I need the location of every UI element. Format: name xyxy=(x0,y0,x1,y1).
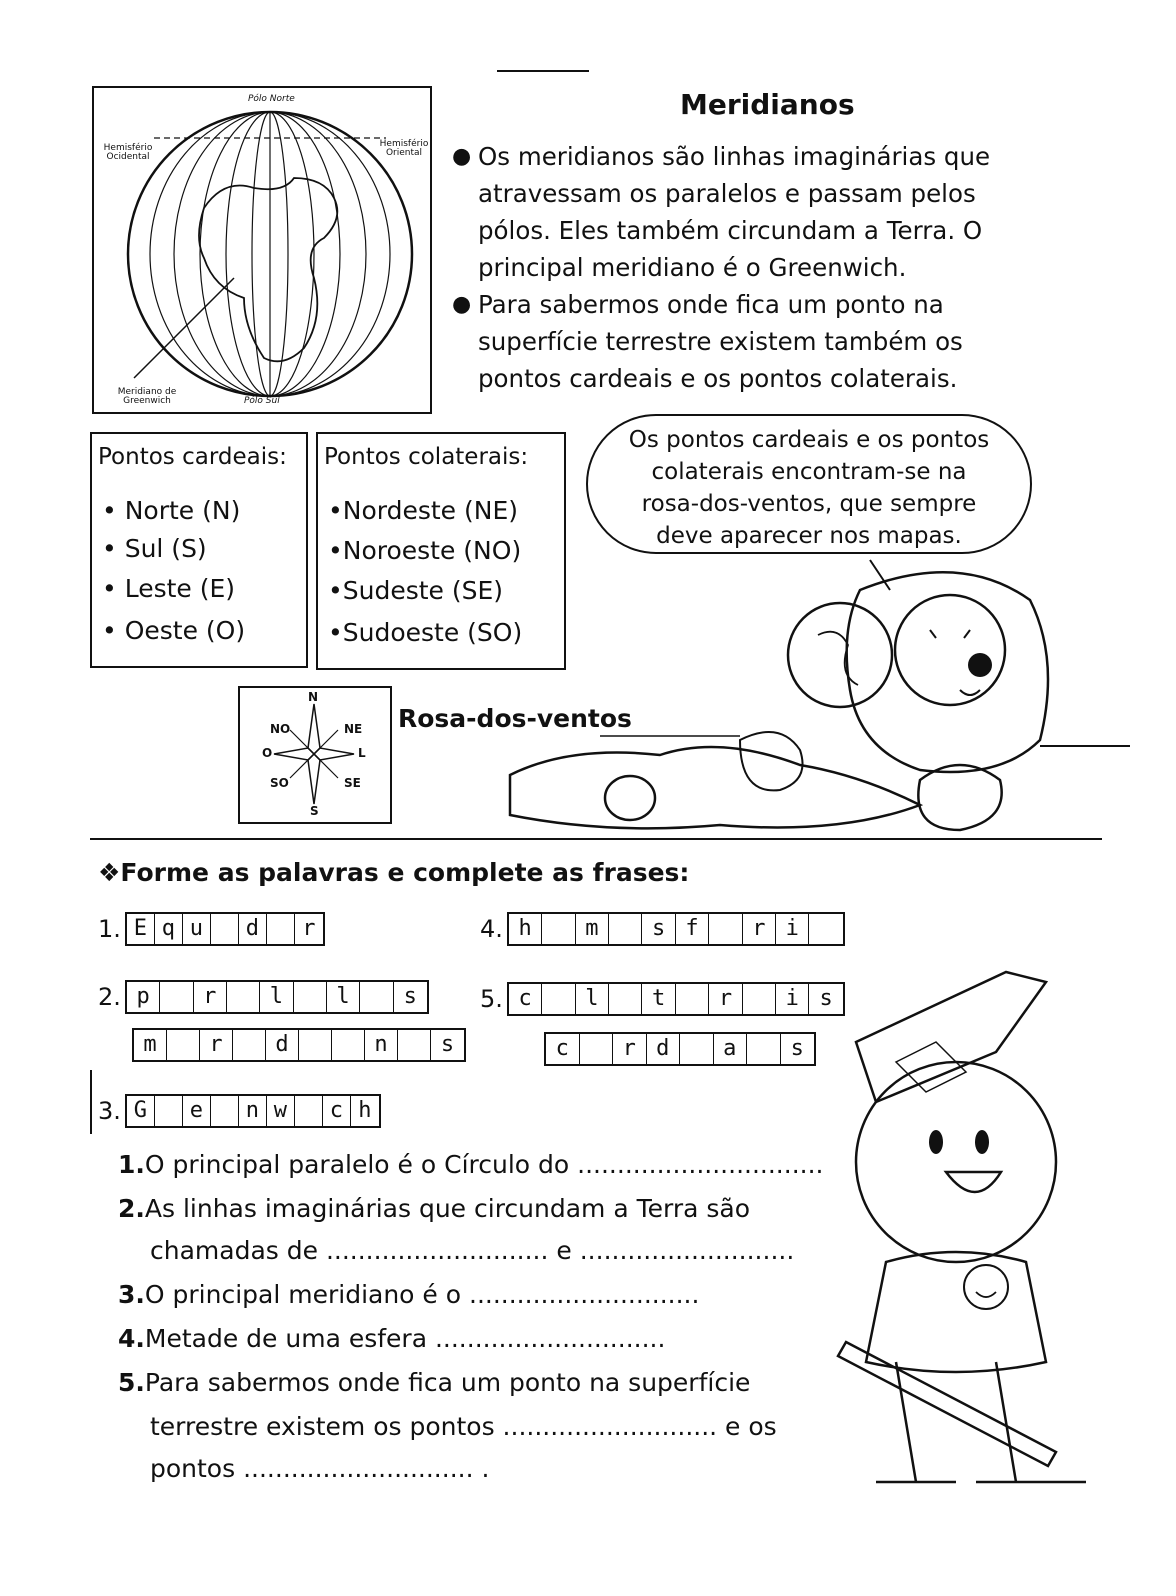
cardeais-item: • Oeste (O) xyxy=(102,616,246,645)
letter-cell[interactable]: E xyxy=(127,914,155,944)
letter-cell[interactable]: p xyxy=(127,982,160,1012)
letter-cell[interactable]: r xyxy=(613,1034,647,1064)
puzzle-number: 2. xyxy=(98,983,121,1011)
p1-line-3: pólos. Eles também circundam a Terra. O xyxy=(478,216,983,245)
p1-line-2: atravessam os paralelos e passam pelos xyxy=(478,179,976,208)
pole-north-label: Pólo Norte xyxy=(248,94,295,104)
puzzle-number: 4. xyxy=(480,915,503,943)
hem-west-label: Hemisfério Ocidental xyxy=(103,143,153,162)
cardeais-title: Pontos cardeais: xyxy=(98,444,287,470)
letter-cell[interactable]: f xyxy=(676,914,709,944)
letter-cell[interactable]: h xyxy=(509,914,542,944)
bubble-line: deve aparecer nos mapas. xyxy=(656,523,962,549)
question-5: 5.Para sabermos onde fica um ponto na superfície xyxy=(118,1368,751,1397)
p1-line-1: Os meridianos são linhas imaginárias que xyxy=(478,142,991,171)
question-4: 4.Metade de uma esfera ............................. xyxy=(118,1324,666,1353)
greenwich-label: Meridiano de Greenwich xyxy=(117,387,177,406)
letter-cell[interactable]: l xyxy=(576,984,609,1014)
compass-no: NO xyxy=(270,722,291,736)
letter-cell[interactable]: r xyxy=(743,914,776,944)
compass-so: SO xyxy=(270,776,289,790)
letter-cell[interactable] xyxy=(542,914,575,944)
letter-cell[interactable]: s xyxy=(440,1032,455,1057)
letter-cell[interactable] xyxy=(332,1030,365,1060)
bubble-line: Os pontos cardeais e os pontos xyxy=(628,427,990,453)
question-2: 2.As linhas imaginárias que circundam a Terra são xyxy=(118,1194,751,1223)
letter-cell[interactable] xyxy=(211,1096,239,1126)
letter-cell[interactable]: u xyxy=(183,914,211,944)
bubble-line: colaterais encontram-se na xyxy=(651,459,967,485)
margin-line xyxy=(90,1070,92,1134)
letter-cell[interactable] xyxy=(609,914,642,944)
letter-cell[interactable]: l xyxy=(260,982,293,1012)
cardeais-item: • Norte (N) xyxy=(102,496,241,525)
letter-cell[interactable]: r xyxy=(302,916,316,941)
bullet-icon: ● xyxy=(452,292,472,317)
diamond-bullet-icon: ❖ xyxy=(98,858,121,887)
letter-cell[interactable] xyxy=(680,1034,714,1064)
letter-cell[interactable]: i xyxy=(776,984,809,1014)
letter-cell[interactable]: c xyxy=(546,1034,580,1064)
question-2-cont: chamadas de ............................ e ........................... xyxy=(150,1236,795,1265)
word-puzzle-4 xyxy=(480,912,845,946)
cardeais-item: • Leste (E) xyxy=(102,574,236,603)
pole-south-label: Pólo Sul xyxy=(244,396,280,406)
p1-line-4: principal meridiano é o Greenwich. xyxy=(478,253,907,282)
letter-cell[interactable]: d xyxy=(647,1034,681,1064)
girl-illustration xyxy=(500,540,1140,840)
letter-cell[interactable]: s xyxy=(819,986,833,1011)
letter-cell[interactable] xyxy=(580,1034,614,1064)
letter-cell[interactable] xyxy=(398,1030,431,1060)
letter-cell[interactable]: c xyxy=(509,984,542,1014)
letter-cell[interactable] xyxy=(167,1030,200,1060)
p2-line-3: pontos cardeais e os pontos colaterais. xyxy=(478,364,958,393)
letter-cell[interactable]: s xyxy=(790,1036,804,1061)
word-puzzle-1 xyxy=(98,912,325,946)
letter-cell[interactable] xyxy=(299,1030,332,1060)
letter-cell[interactable] xyxy=(542,984,575,1014)
exercise-instruction xyxy=(98,858,689,887)
letter-cell[interactable]: e xyxy=(183,1096,211,1126)
puzzle-number: 3. xyxy=(98,1097,121,1125)
p2-line-1: Para sabermos onde fica um ponto na xyxy=(478,290,944,319)
letter-cells[interactable] xyxy=(507,982,845,1016)
letter-cell[interactable] xyxy=(227,982,260,1012)
letter-cell[interactable]: n xyxy=(365,1030,398,1060)
letter-cell[interactable] xyxy=(809,914,842,944)
letter-cell[interactable]: l xyxy=(327,982,360,1012)
compass-se: SE xyxy=(344,776,361,790)
speech-bubble xyxy=(586,414,1032,554)
compass-n: N xyxy=(308,690,319,704)
letter-cell[interactable]: s xyxy=(403,984,417,1009)
compass-box xyxy=(238,686,392,824)
letter-cell[interactable] xyxy=(267,914,295,944)
bullet-icon: ● xyxy=(452,144,472,169)
page-title: Meridianos xyxy=(680,88,855,121)
instruction-text: Forme as palavras e complete as frases: xyxy=(120,858,690,887)
letter-cell[interactable]: r xyxy=(194,982,227,1012)
word-puzzle-5b xyxy=(544,1032,816,1066)
letter-cell[interactable]: m xyxy=(134,1030,167,1060)
question-3: 3.O principal meridiano é o ............................. xyxy=(118,1280,700,1309)
colaterais-title: Pontos colaterais: xyxy=(324,444,529,470)
letter-cell[interactable]: m xyxy=(576,914,609,944)
letter-cells[interactable] xyxy=(132,1028,466,1062)
letter-cell[interactable] xyxy=(747,1034,781,1064)
rosa-dos-ventos-label: Rosa-dos-ventos xyxy=(398,704,632,733)
letter-cell[interactable] xyxy=(609,984,642,1014)
letter-cell[interactable]: t xyxy=(642,984,675,1014)
colaterais-item: •Noroeste (NO) xyxy=(328,536,522,565)
question-5-cont: terrestre existem os pontos ........................... e os xyxy=(150,1412,777,1441)
section-divider xyxy=(90,838,1102,840)
letter-cell[interactable]: i xyxy=(776,914,809,944)
globe-figure xyxy=(92,86,432,414)
letter-cell[interactable] xyxy=(360,982,393,1012)
letter-cell[interactable]: r xyxy=(200,1030,233,1060)
word-puzzle-2 xyxy=(98,980,429,1014)
letter-cell[interactable] xyxy=(709,914,742,944)
word-puzzle-3 xyxy=(98,1094,381,1128)
letter-cells[interactable] xyxy=(125,1094,381,1128)
letter-cell[interactable]: h xyxy=(358,1098,372,1123)
puzzle-number: 5. xyxy=(480,985,503,1013)
puzzle-number: 1. xyxy=(98,915,121,943)
letter-cell[interactable]: d xyxy=(239,914,267,944)
letter-cell[interactable]: d xyxy=(266,1030,299,1060)
letter-cells[interactable] xyxy=(544,1032,816,1066)
letter-cell[interactable] xyxy=(676,984,709,1014)
letter-cell[interactable] xyxy=(743,984,776,1014)
word-puzzle-2b xyxy=(132,1028,466,1062)
cardeais-box xyxy=(90,432,308,668)
letter-cell[interactable] xyxy=(233,1030,266,1060)
letter-cell[interactable]: n xyxy=(239,1096,267,1126)
compass-s: S xyxy=(310,804,319,818)
letter-cell[interactable] xyxy=(211,914,239,944)
globe-drawing xyxy=(94,88,430,412)
question-1: 1.O principal paralelo é o Círculo do ............................... xyxy=(118,1150,824,1179)
letter-cells[interactable] xyxy=(125,980,429,1014)
letter-cell[interactable] xyxy=(294,982,327,1012)
colaterais-item: •Nordeste (NE) xyxy=(328,496,518,525)
letter-cells[interactable] xyxy=(507,912,845,946)
boy-illustration xyxy=(796,962,1096,1502)
question-5-cont2: pontos ............................. . xyxy=(150,1454,490,1483)
letter-cells[interactable] xyxy=(125,912,325,946)
cardeais-item: • Sul (S) xyxy=(102,534,207,563)
paragraph-2 xyxy=(452,286,1058,397)
letter-cell[interactable]: G xyxy=(127,1096,155,1126)
letter-cell[interactable]: c xyxy=(323,1096,351,1126)
hem-east-label: Hemisfério Oriental xyxy=(379,139,429,158)
letter-cell[interactable]: w xyxy=(267,1096,295,1126)
compass-o: O xyxy=(262,746,273,760)
letter-cell[interactable]: a xyxy=(714,1034,748,1064)
letter-cell[interactable] xyxy=(160,982,193,1012)
paragraph-1 xyxy=(452,138,1058,286)
letter-cell[interactable]: s xyxy=(642,914,675,944)
letter-cell[interactable] xyxy=(295,1096,323,1126)
compass-ne: NE xyxy=(344,722,363,736)
top-rule xyxy=(497,70,589,72)
letter-cell[interactable] xyxy=(155,1096,183,1126)
bubble-line: rosa-dos-ventos, que sempre xyxy=(641,491,977,517)
letter-cell[interactable]: q xyxy=(155,914,183,944)
letter-cell[interactable]: r xyxy=(709,984,742,1014)
word-puzzle-5 xyxy=(480,982,845,1016)
colaterais-item: •Sudoeste (SO) xyxy=(328,618,523,647)
colaterais-item: •Sudeste (SE) xyxy=(328,576,504,605)
compass-l: L xyxy=(358,746,366,760)
p2-line-2: superfície terrestre existem também os xyxy=(478,327,963,356)
